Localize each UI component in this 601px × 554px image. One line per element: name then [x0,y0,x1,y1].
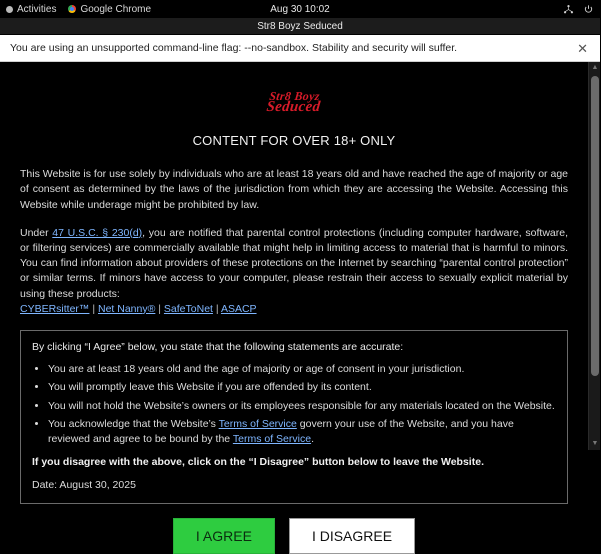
system-clock[interactable]: Aug 30 10:02 [270,3,330,15]
safetonet-link[interactable]: SafeToNet [163,302,213,315]
terms-of-service-link[interactable]: Terms of Service [218,417,297,430]
browser-viewport [0,62,600,544]
list-item-terms [48,417,556,447]
network-icon[interactable] [563,4,574,15]
list-item: • You are at least 18 years old and the age of majority or age of consent in your jurisdiction. [48,362,556,377]
activities-dot-icon [6,6,13,13]
disagree-button[interactable]: I DISAGREE [289,518,415,554]
system-top-bar [0,0,600,18]
bullet4-pre: You acknowledge that the Website’s [48,417,219,430]
logo-line-1: Str8 Boyz [268,89,321,103]
paragraph-parental-controls: Under 47 U.S.C. § 230(d), you are notified that parental control protections (including computer hardware, software, or filtering services) are commercially available that might help in limiting access to material that is harmful to minors. You can find information about providers of these protections on the Internet by searching “parental control protection” or similar terms. If minors have access to your computer, please restrain their access to sexually explicit material by using these products: CYBERsitter™ | Net Nanny® | SafeToNet | ASACP [20,226,569,315]
asacp-link[interactable]: ASACP [220,302,257,315]
para2-post: , you are notified that parental control protections (including computer hardware, software, or filtering services) are commercially available that might help in limiting access to material that is harmful to minors. You can find information about providers of these protections on the Internet by searching “parental control protection” or similar terms. If minors have access to your computer, please restrain their access to sexually explicit material by using these products: [20,226,569,300]
net-nanny-link[interactable]: Net Nanny® [98,302,156,315]
bullet4-post: . [311,433,314,446]
list-item: • You will not hold the Website’s owners or its employees responsible for any materials located on the Website. [48,399,556,414]
bullet4-mid: govern your use of the Website, and you have reviewed and agree to be bound by the [48,417,514,446]
cybersitter-link[interactable]: CYBERsitter™ [20,302,90,315]
agreement-box [20,330,568,504]
age-verification-page [0,62,588,544]
site-logo [20,90,568,116]
agreement-bullet-list [32,362,556,447]
chrome-infobar [0,35,600,62]
scroll-up-arrow-icon[interactable]: ▲ [591,64,599,71]
usc-230d-link[interactable]: 47 U.S.C. § 230(d) [52,226,143,239]
power-icon[interactable] [583,4,594,15]
disagree-note: If you disagree with the above, click on the “I Disagree” button below to leave the Website. [32,456,484,469]
window-title: Str8 Boyz Seduced [257,20,343,32]
chrome-icon [68,5,76,13]
app-menu-chrome[interactable] [68,4,151,15]
activities-label: Activities [17,3,57,15]
agreement-lead: By clicking “I Agree” below, you state that the following statements are accurate: [32,341,404,354]
terms-of-service-link-2[interactable]: Terms of Service [232,433,312,446]
activities-button[interactable] [6,4,56,15]
page-scrollbar[interactable] [588,62,600,450]
para2-pre: Under [20,226,53,239]
agreement-date: Date: August 30, 2025 [32,478,136,491]
logo-line-2: Seduced [265,99,322,115]
list-item: • You will promptly leave this Website if you are offended by its content. [48,380,556,395]
scrollbar-thumb[interactable] [591,76,599,376]
app-name-label: Google Chrome [80,3,152,15]
agree-button[interactable]: I AGREE [173,518,275,554]
window-title-bar [0,18,600,35]
infobar-message: You are using an unsupported command-line flag: --no-sandbox. Stability and security will suffer. [10,42,458,54]
paragraph-age-requirement: This Website is for use solely by individuals who are at least 18 years old and have reached the age of majority or age of consent as determined by the laws of the jurisdiction from which they are accessing the Website. Accessing this Website while underage might be prohibited by law. [20,168,568,211]
close-icon[interactable]: ✕ [577,40,588,56]
scroll-down-arrow-icon[interactable]: ▼ [591,440,599,447]
action-buttons [20,518,568,554]
page-title: CONTENT FOR OVER 18+ ONLY [192,133,396,149]
